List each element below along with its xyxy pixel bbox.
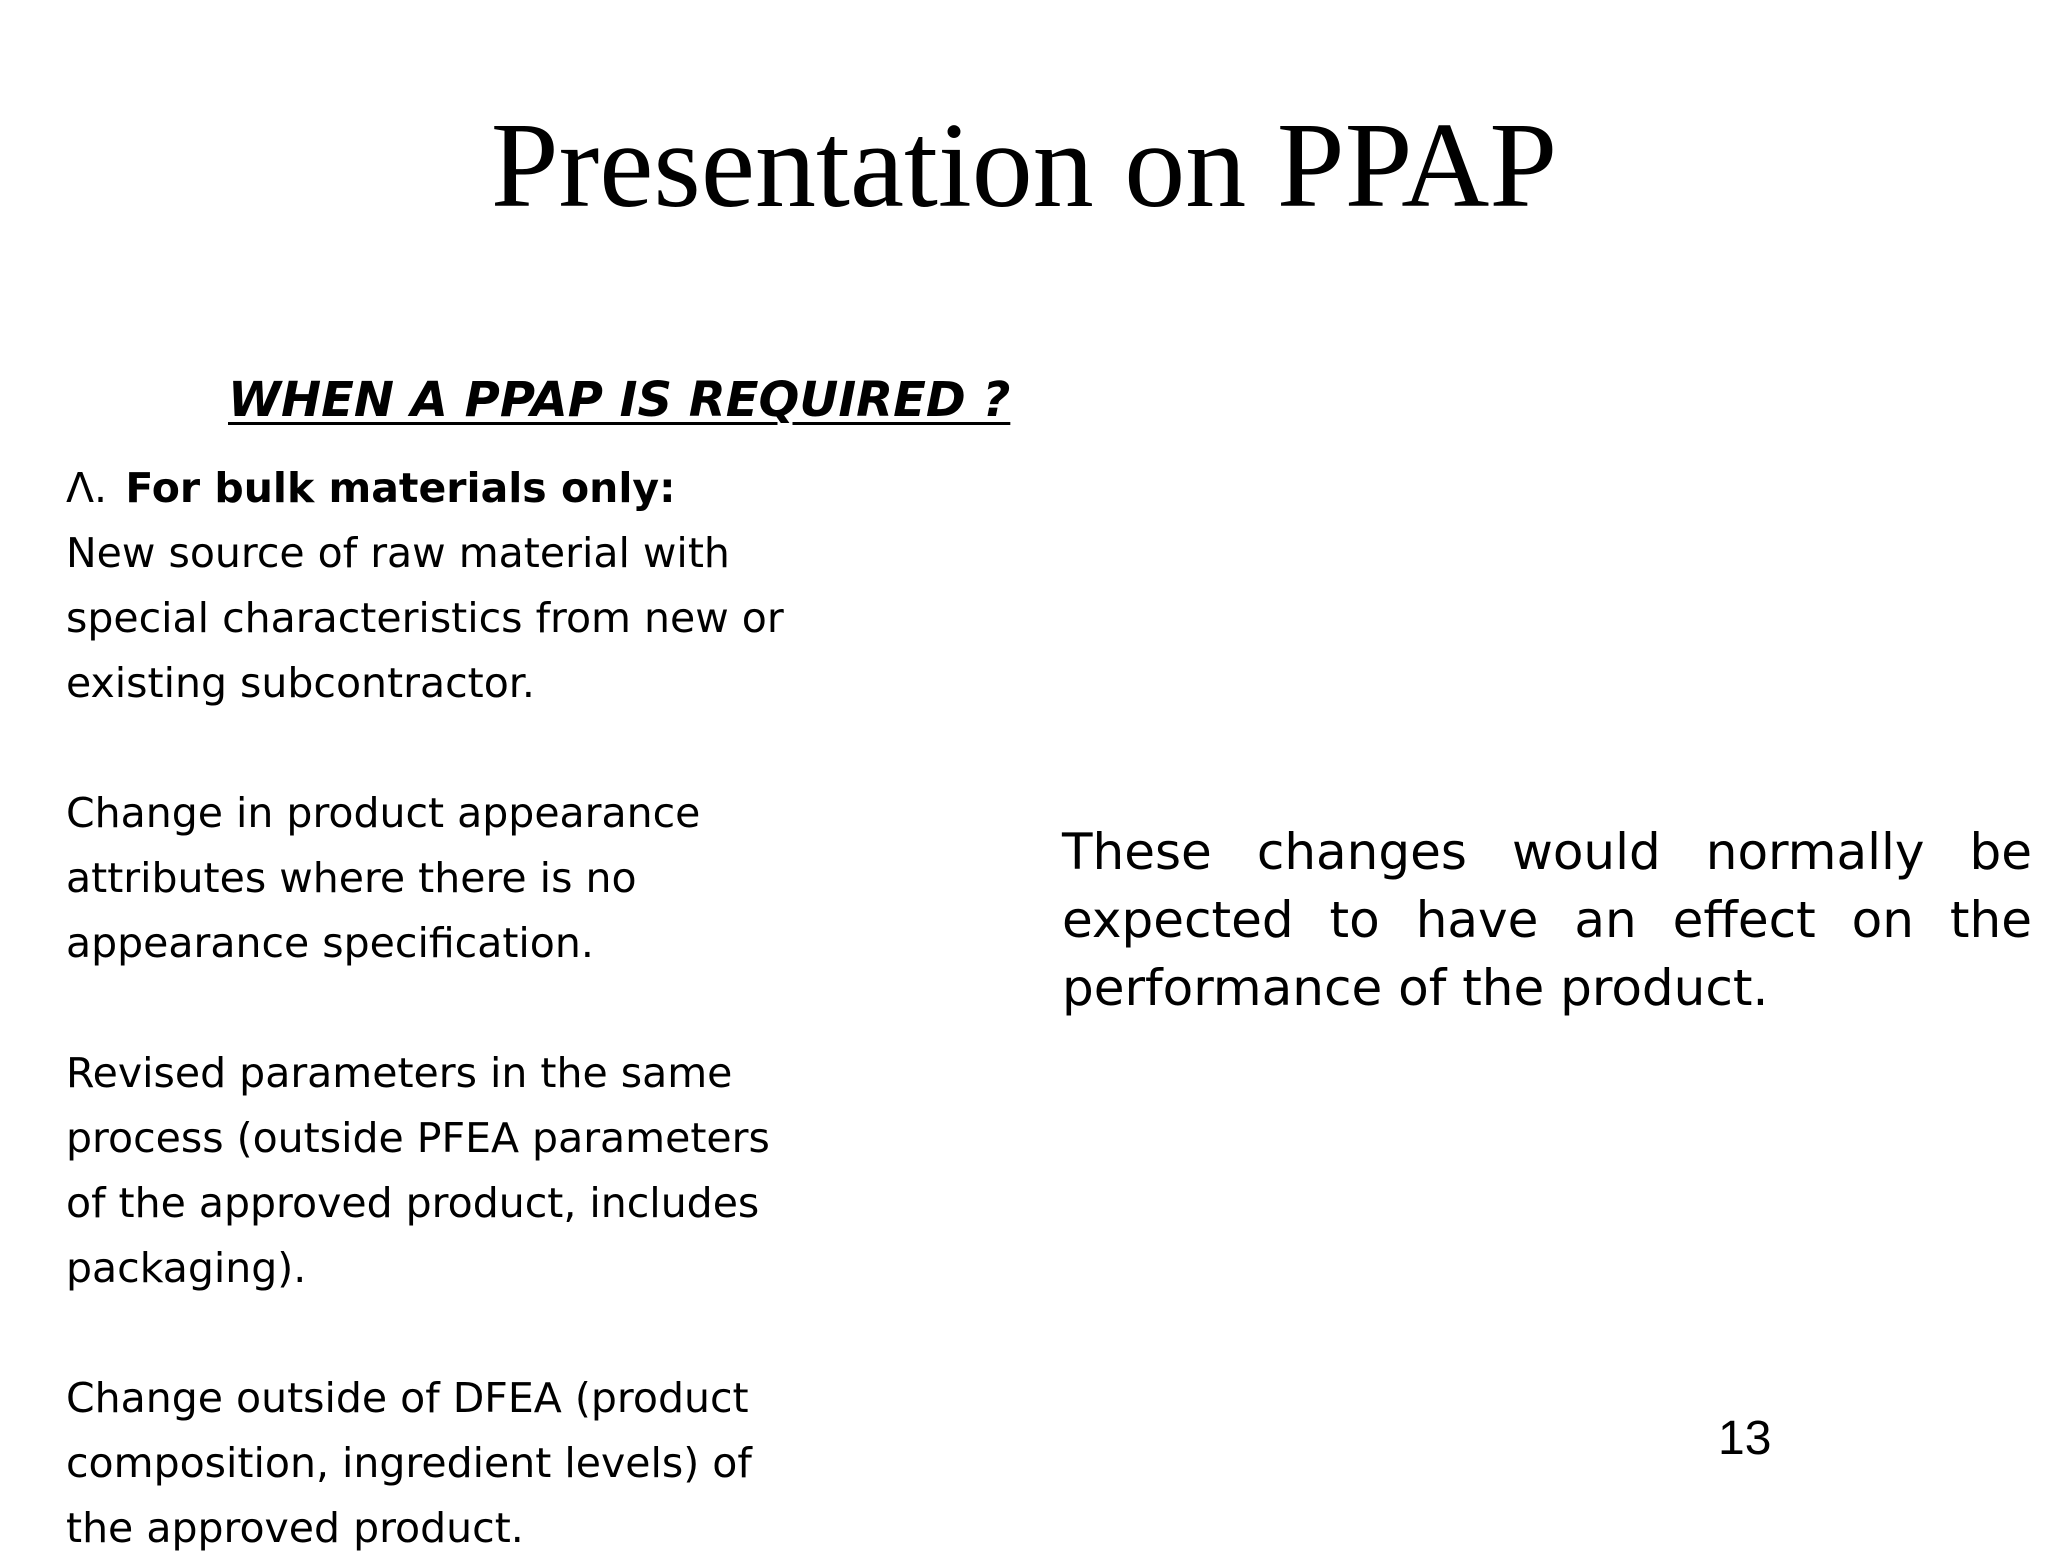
list-item-line: Revised parameters in the same xyxy=(66,1049,733,1097)
note-line: expected to have an effect on the xyxy=(1062,891,2032,949)
list-marker: Λ. xyxy=(66,464,108,512)
list-item-line: composition, ingredient levels) of xyxy=(66,1439,752,1487)
subheading-text: For bulk materials only: xyxy=(125,464,676,512)
list-item-line: Change in product appearance xyxy=(66,789,701,837)
note-line: These changes would normally be xyxy=(1062,823,2032,881)
list-item-line: process (outside PFEA parameters xyxy=(66,1114,770,1162)
list-item-line: existing subcontractor. xyxy=(66,659,535,707)
list-item-line: New source of raw material with xyxy=(66,529,730,577)
page-number: 13 xyxy=(1718,1412,1772,1465)
list-item-line: attributes where there is no xyxy=(66,854,637,902)
list-item-appearance-change xyxy=(66,781,1026,976)
slide-title: Presentation on PPAP xyxy=(490,98,1558,233)
list-item-line: appearance specification. xyxy=(66,919,594,967)
note-line: performance of the product. xyxy=(1062,959,1769,1017)
list-item-new-source xyxy=(66,521,1026,716)
effect-note xyxy=(1062,818,2032,1022)
list-item-line: of the approved product, includes xyxy=(66,1179,760,1227)
subheading xyxy=(66,456,1026,521)
section-heading: WHEN A PPAP IS REQUIRED ? xyxy=(228,372,1011,428)
list-item-revised-parameters xyxy=(66,1041,1026,1301)
list-item-dfea-change xyxy=(66,1366,1026,1561)
list-item-line: Change outside of DFEA (product xyxy=(66,1374,749,1422)
list-item-line: the approved product. xyxy=(66,1504,524,1552)
requirements-list xyxy=(66,456,1026,1561)
list-item-line: packaging). xyxy=(66,1244,307,1292)
list-item-line: special characteristics from new or xyxy=(66,594,784,642)
